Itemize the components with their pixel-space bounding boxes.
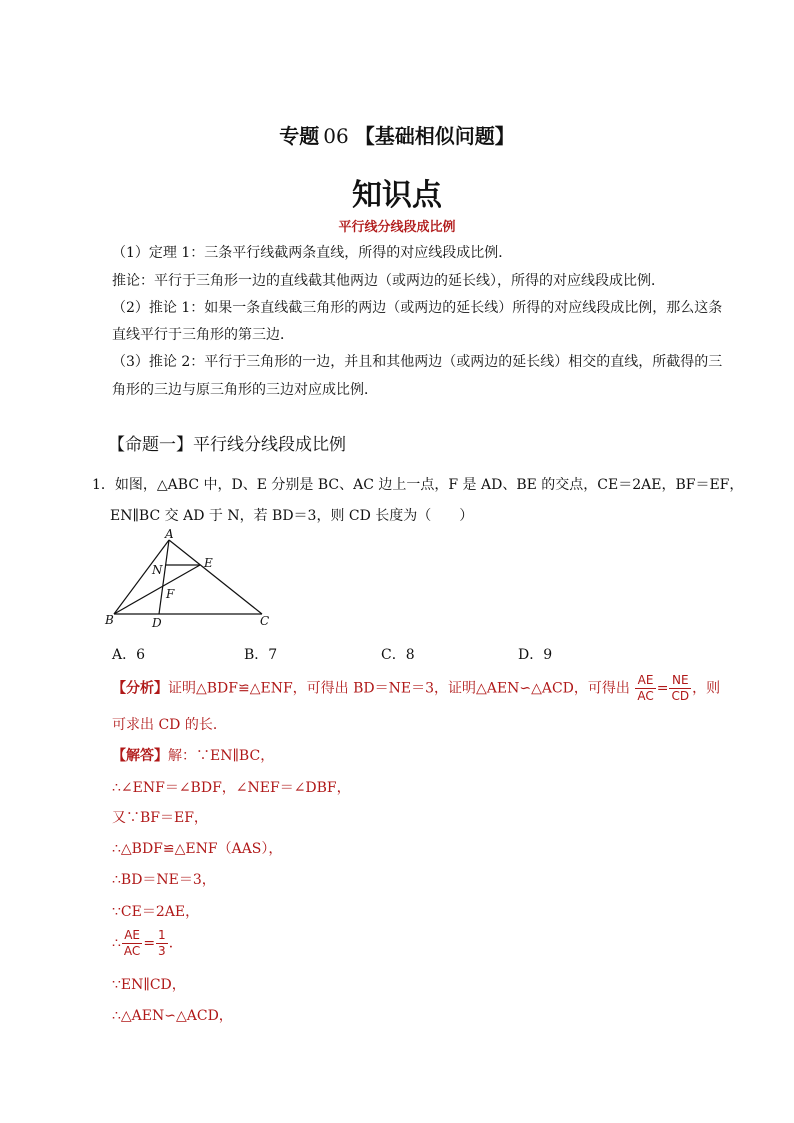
knowledge-heading: 知识点 [352, 178, 442, 213]
analysis-tag: 【分析】 [112, 680, 168, 697]
option-a: A．6 [112, 647, 146, 663]
theorem-line-5: （3）推论 2：平行于三角形的一边，并且和其他两边（或两边的延长线）相交的直线，所截得的三 [112, 354, 723, 370]
solution-line-6: ∵CE＝2AE， [112, 904, 200, 920]
analysis-line-2: 可求出 CD 的长． [112, 717, 227, 733]
solution-line-3: 又∵BF＝EF， [112, 810, 208, 826]
topic-subtitle: 平行线分线段成比例 [338, 220, 456, 235]
label-a: A [165, 528, 174, 541]
fraction-ae-ac: $\frac{AE}{AC}$ [637, 673, 654, 703]
label-f: F [166, 587, 175, 601]
fraction-ne-cd: $\frac{NE}{CD}$ [671, 673, 690, 703]
triangle-figure [104, 528, 274, 628]
solution-fraction-line: ∴ $\frac{AE}{AC}$ = $\frac{1}{3}$ ． [112, 928, 183, 958]
question-line-2: EN∥BC 交 AD 于 N，若 BD＝3，则 CD 长度为（ ） [110, 508, 474, 524]
edge-ac [169, 540, 262, 614]
fraction-ae-ac-2: $\frac{AE}{AC}$ [123, 928, 141, 958]
label-e: E [204, 556, 213, 570]
option-b: B．7 [244, 647, 278, 663]
title-main: 【基础相似问题】 [354, 124, 515, 148]
solution-line-5: ∴BD＝NE＝3， [112, 872, 216, 888]
option-d: D．9 [518, 647, 553, 663]
label-c: C [260, 614, 270, 628]
section-heading: 【命题一】平行线分线段成比例 [108, 435, 346, 455]
title-prefix: 专题 [279, 124, 320, 148]
theorem-line-4: 直线平行于三角形的第三边． [112, 327, 294, 343]
theorem-line-6: 角形的三边与原三角形的三边对应成比例． [112, 382, 378, 398]
theorem-line-3: （2）推论 1：如果一条直线截三角形的两边（或两边的延长线）所得的对应线段成比例，那么这条 [112, 300, 723, 316]
page-title [0, 120, 794, 149]
theorem-line-1: （1）定理 1：三条平行线截两条直线，所得的对应线段成比例． [112, 245, 513, 261]
option-c: C．8 [381, 647, 415, 663]
solution-line-4: ∴△BDF≌△ENF（AAS）， [112, 841, 283, 857]
solution-line-8: ∵EN∥CD， [112, 977, 186, 993]
label-d: D [152, 616, 162, 628]
analysis-text: 证明△BDF≌△ENF，可得出 BD＝NE＝3，证明△AEN∽△ACD，可得出 [168, 680, 630, 697]
label-b: B [105, 613, 114, 627]
title-number: 06 [323, 124, 349, 148]
solution-line-2: ∴∠ENF＝∠BDF，∠NEF＝∠DBF， [112, 780, 351, 796]
solution-line-1: 【解答】解：∵EN∥BC， [112, 748, 275, 764]
solution-line-9: ∴△AEN∽△ACD， [112, 1008, 233, 1024]
solution-tag: 【解答】 [112, 748, 168, 764]
fraction-one-third: $\frac{1}{3}$ [158, 928, 166, 958]
analysis-line-1: 【分析】证明△BDF≌△ENF，可得出 BD＝NE＝3，证明△AEN∽△ACD，可得出 $\frac{AE}{AC}$ = $\frac{NE}{CD}$ ，则 [112, 673, 721, 703]
theorem-line-2: 推论：平行于三角形一边的直线截其他两边（或两边的延长线），所得的对应线段成比例． [112, 273, 665, 289]
label-n: N [152, 563, 163, 577]
question-line-1: 1．如图，△ABC 中，D、E 分别是 BC、AC 边上一点，F 是 AD、BE 的交点，CE＝2AE，BF＝EF， [92, 477, 744, 493]
